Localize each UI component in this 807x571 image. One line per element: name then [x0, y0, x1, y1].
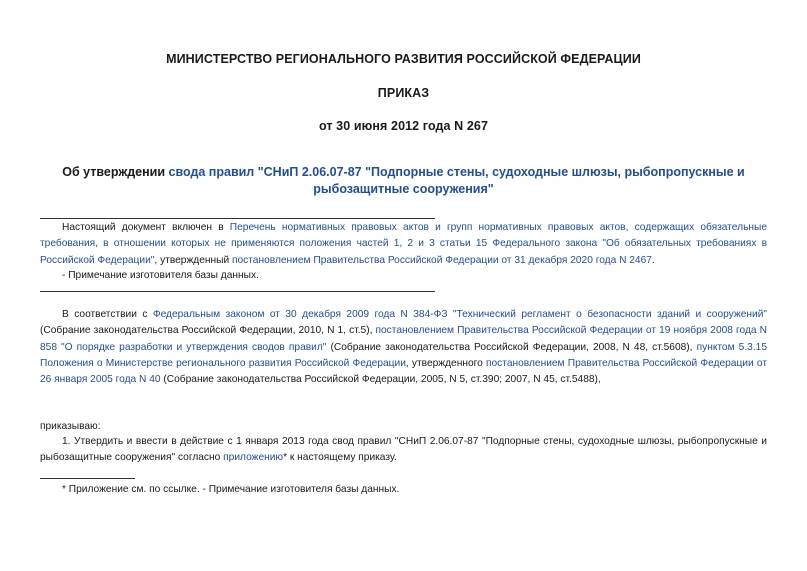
body-text-4: , утвержденного [405, 357, 486, 369]
body-text-2: (Собрание законодательства Российской Федерации, 2010, N 1, ст.5), [40, 325, 376, 337]
top-divider [40, 218, 435, 219]
order-item-tail: * к настоящему приказу. [283, 452, 397, 464]
order-item-1 [40, 434, 767, 467]
appendix-link[interactable]: приложению [223, 452, 284, 464]
note-link-list[interactable]: Перечень нормативных правовых актов и групп нормативных правовых актов, содержащих обязательные требования, в отношении которых не применяются положения частей 1, 2 и 3 статьи 15 Федерального закона "Об обязательных требованиях в Российской Федерации" [40, 222, 767, 266]
bottom-divider [40, 291, 435, 292]
body-text-1: В соответствии с [62, 309, 153, 320]
body-paragraph [40, 307, 767, 388]
body-link-decree-858[interactable]: постановлением Правительства Российской Федерации от 19 ноября 2008 года N 858 "О порядке разработки и утверждения сводов правил" [40, 325, 767, 353]
body-link-federal-law[interactable]: Федеральным законом от 30 декабря 2009 года N 384-ФЗ "Технический регламент о безопасности зданий и сооружений" [152, 309, 767, 320]
title-link[interactable]: свода правил "СНиП 2.06.07-87 "Подпорные стены, судоходные шлюзы, рыбопропускные и рыбозащитные сооружения" [168, 165, 745, 196]
doc-type-heading: ПРИКАЗ [377, 86, 430, 100]
footnote-divider [40, 478, 135, 479]
body-link-regulation[interactable]: пунктом 5.3.15 Положения о Министерстве регионального развития Российской Федерации [40, 341, 767, 369]
order-item-text: 1. Утвердить и ввести в действие с 1 января 2013 года свод правил "СНиП 2.06.07-87 "Подпорные стены, судоходные шлюзы, рыбопропускные и рыбозащитные сооружения" согласно [40, 436, 767, 464]
ministry-heading: МИНИСТЕРСТВО РЕГИОНАЛЬНОГО РАЗВИТИЯ РОССИЙСКОЙ ФЕДЕРАЦИИ [166, 52, 641, 66]
document-title [40, 164, 767, 198]
note-text-1: Настоящий документ включен в [62, 222, 230, 233]
body-link-decree-40[interactable]: постановлением Правительства Российской Федерации от 26 января 2005 года N 40 [40, 357, 767, 386]
footnote: * Приложение см. по ссылке. - Примечание изготовителя базы данных. [62, 484, 400, 495]
body-text-3: (Собрание законодательства Российской Федерации, 2008, N 48, ст.5608), [326, 341, 697, 353]
note-paragraph [40, 220, 767, 269]
body-text-5: (Собрание законодательства Российской Федерации, 2005, N 5, ст.390; 2007, N 45, ст.5488), [160, 374, 601, 386]
title-prefix: Об утверждении [62, 165, 169, 179]
note-footer: - Примечание изготовителя базы данных. [62, 270, 259, 281]
order-word: приказываю: [40, 421, 101, 432]
date-number-heading: от 30 июня 2012 года N 267 [318, 119, 489, 133]
note-text-2: , утвержденный [154, 254, 232, 266]
note-link-decree[interactable]: постановлением Правительства Российской Федерации от 31 декабря 2020 года N 2467 [231, 254, 652, 266]
note-text-3: . [651, 254, 655, 266]
